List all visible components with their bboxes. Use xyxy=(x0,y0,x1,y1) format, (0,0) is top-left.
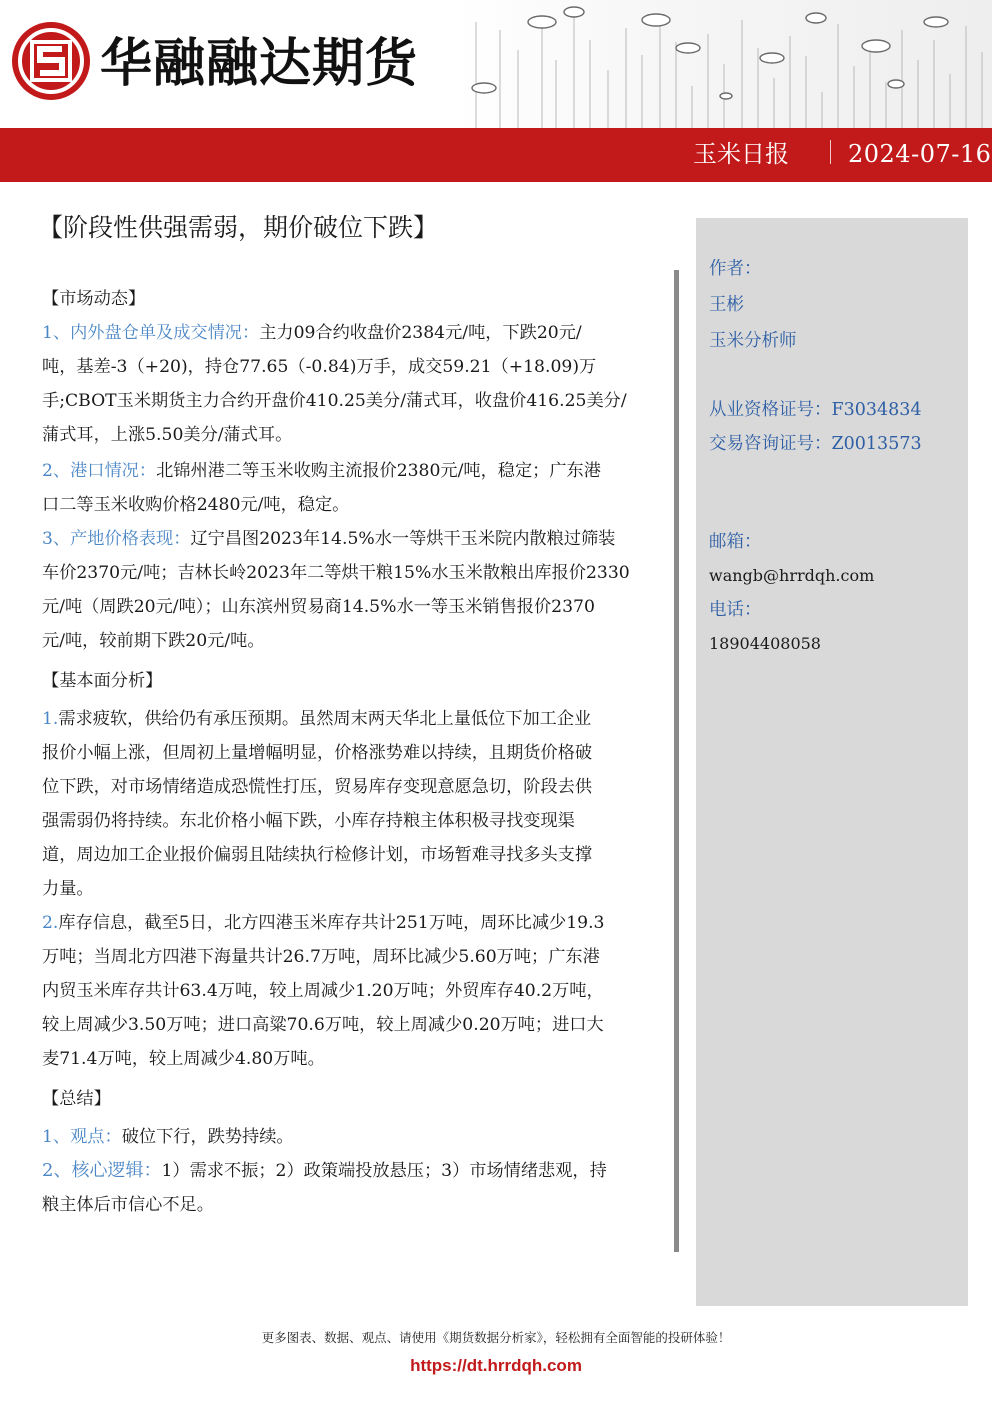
section-title-fundamental: 【基本面分析】 xyxy=(42,671,163,691)
footer-link[interactable]: https://dt.hrrdqh.com xyxy=(410,1356,582,1375)
market-item-3 xyxy=(42,522,660,658)
report-type: 玉米日报 xyxy=(693,140,789,168)
phone-label: 电话： xyxy=(709,600,762,620)
text-line: 力量。 xyxy=(42,879,94,899)
text-line: 需求疲软，供给仍有承压预期。虽然周末两天华北上量低位下加工企业 xyxy=(58,709,592,729)
section-title-market: 【市场动态】 xyxy=(42,289,146,309)
summary-logic-label: 2、核心逻辑： xyxy=(42,1160,162,1181)
text-line: 较上周减少3.50万吨；进口高粱70.6万吨，较上周减少0.20万吨；进口大 xyxy=(42,1015,604,1035)
text-line: 内贸玉米库存共计63.4万吨，较上周减少1.20万吨；外贸库存40.2万吨， xyxy=(42,981,604,1001)
section-title-summary: 【总结】 xyxy=(42,1089,111,1109)
summary-view-text: 破位下行，跌势持续。 xyxy=(121,1127,294,1147)
company-name: 华融融达期货 xyxy=(100,34,419,94)
text-line: 库存信息，截至5日，北方四港玉米库存共计251万吨，周环比减少19.3 xyxy=(58,913,605,933)
column-divider xyxy=(674,270,679,1252)
summary-view xyxy=(42,1120,660,1154)
report-header xyxy=(0,0,992,182)
text-line: 北锦州港二等玉米收购主流报价2380元/吨，稳定；广东港 xyxy=(156,461,601,481)
text-line: 口二等玉米收购价格2480元/吨，稳定。 xyxy=(42,495,350,515)
market-item-3-label: 3、产地价格表现： xyxy=(42,529,191,549)
summary-view-label: 1、观点： xyxy=(42,1127,122,1147)
banner-divider xyxy=(830,140,831,164)
text-line: 报价小幅上涨，但周初上量增幅明显，价格涨势难以持续，且期货价格破 xyxy=(42,743,593,763)
market-item-1-label: 1、内外盘仓单及成交情况： xyxy=(42,323,260,343)
email-link[interactable]: wangb@hrrdqh.com xyxy=(709,566,875,585)
text-line: 辽宁昌图2023年14.5%水一等烘干玉米院内散粮过筛装 xyxy=(190,529,616,549)
text-line: 吨，基差-3（+20)，持仓77.65（-0.84)万手，成交59.21（+18.09)万 xyxy=(42,357,597,377)
text-line: 手;CBOT玉米期货主力合约开盘价410.25美分/蒲式耳，收盘价416.25美分/ xyxy=(42,391,627,411)
report-date: 2024-07-16 xyxy=(848,140,992,168)
report-banner xyxy=(0,128,992,182)
market-item-2 xyxy=(42,454,660,522)
text-line: 强需弱仍将持续。东北价格小幅下跌，小库存持粮主体积极寻找变现渠 xyxy=(42,811,575,831)
email-label: 邮箱： xyxy=(709,532,762,552)
text-line: 麦71.4万吨，较上周减少4.80万吨。 xyxy=(42,1049,325,1069)
author-sidebar xyxy=(696,218,968,1306)
market-item-1 xyxy=(42,316,660,452)
report-headline: 【阶段性供强需弱，期价破位下跌】 xyxy=(38,213,439,242)
decorative-background xyxy=(456,0,992,128)
text-line: 主力09合约收盘价2384元/吨，下跌20元/ xyxy=(259,323,582,343)
text-line: 位下跌，对市场情绪造成恐慌性打压，贸易库存变现意愿急切，阶段去供 xyxy=(42,777,593,797)
advisory-cert: 交易咨询证号：Z0013573 xyxy=(709,434,922,454)
footer-promo: 更多图表、数据、观点、请使用《期货数据分析家》，轻松拥有全面智能的投研体验！ xyxy=(261,1330,731,1345)
market-item-2-label: 2、港口情况： xyxy=(42,461,157,481)
author-name: 王彬 xyxy=(709,295,744,315)
fundamental-item-2-num: 2. xyxy=(42,913,59,933)
qualification-cert: 从业资格证号：F3034834 xyxy=(709,400,922,420)
fundamental-item-1-num: 1. xyxy=(42,709,59,729)
summary-logic xyxy=(42,1154,660,1222)
text-line: 车价2370元/吨；吉林长岭2023年二等烘干粮15%水玉米散粮出库报价2330 xyxy=(42,563,630,583)
text-line: 元/吨，较前期下跌20元/吨。 xyxy=(42,631,265,651)
text-line: 元/吨（周跌20元/吨）；山东滨州贸易商14.5%水一等玉米销售报价2370 xyxy=(42,597,595,617)
company-logo-icon xyxy=(10,20,92,102)
text-line: 粮主体后市信心不足。 xyxy=(42,1195,214,1215)
text-line: 蒲式耳，上涨5.50美分/蒲式耳。 xyxy=(42,425,293,445)
text-line: 万吨；当周北方四港下海量共计26.7万吨，周环比减少5.60万吨；广东港 xyxy=(42,947,600,967)
fundamental-item-1 xyxy=(42,702,660,906)
text-line: 1）需求不振；2）政策端投放悬压；3）市场情绪悲观，持 xyxy=(161,1161,607,1181)
author-role: 玉米分析师 xyxy=(709,331,797,351)
fundamental-item-2 xyxy=(42,906,660,1076)
text-line: 道，周边加工企业报价偏弱且陆续执行检修计划，市场暂难寻找多头支撑 xyxy=(42,845,593,865)
author-label: 作者： xyxy=(709,259,762,279)
phone-number: 18904408058 xyxy=(709,634,821,653)
